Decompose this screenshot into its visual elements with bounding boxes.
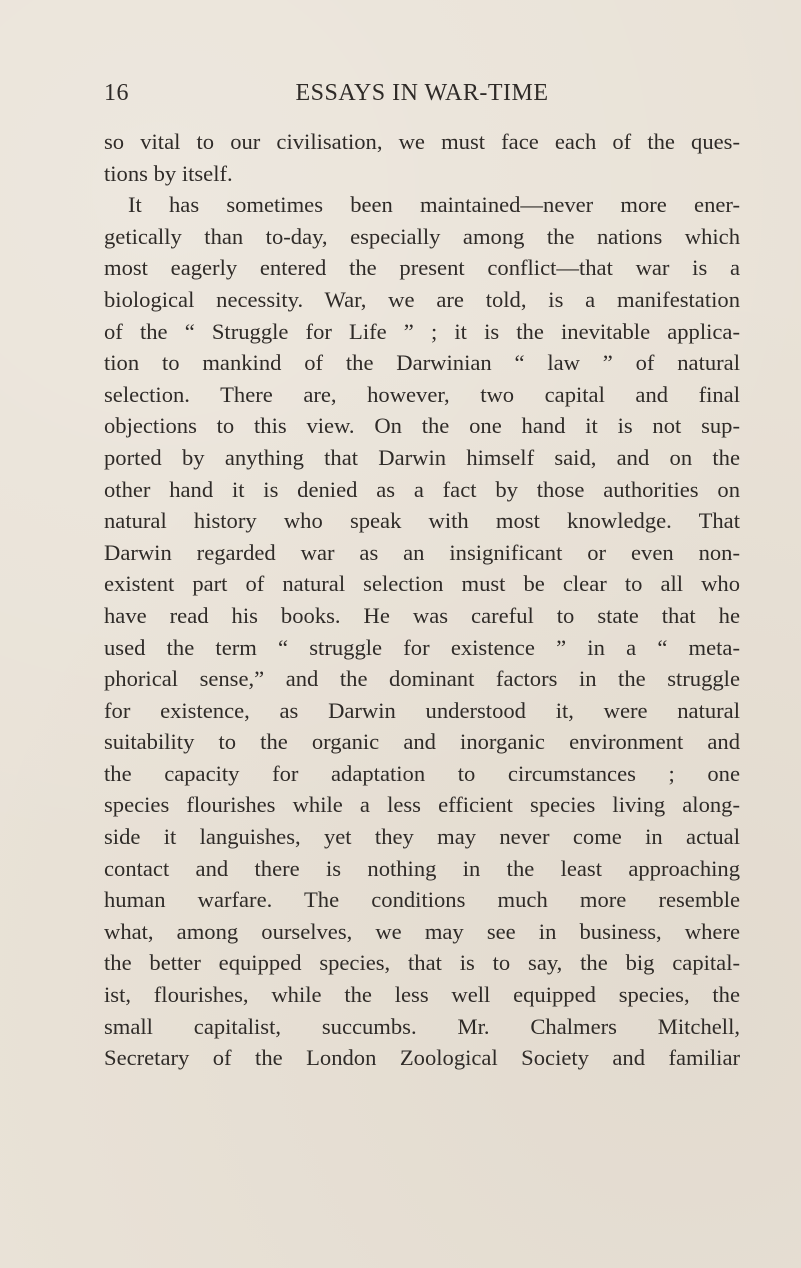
text-line: small capitalist, succumbs. Mr. Chalmers Mitchell, — [104, 1013, 740, 1039]
page-header — [104, 80, 740, 116]
text-line: tion to mankind of the Darwinian “ law ” of natural — [104, 350, 740, 376]
text-line: natural history who speak with most knowledge. That — [104, 508, 740, 534]
text-line: human warfare. The conditions much more resemble — [104, 887, 740, 913]
text-line: species flourishes while a less efficient species living along- — [104, 792, 740, 818]
text-line: ist, flourishes, while the less well equipped species, the — [104, 982, 740, 1008]
text-line: of the “ Struggle for Life ” ; it is the inevitable applica- — [104, 318, 740, 344]
text-line: getically than to-day, especially among the nations which — [104, 223, 740, 249]
text-line: It has sometimes been maintained—never more ener- — [128, 192, 740, 218]
text-line: other hand it is denied as a fact by those authorities on — [104, 476, 740, 502]
text-line: so vital to our civilisation, we must face each of the ques- — [104, 129, 740, 154]
text-line: side it languishes, yet they may never come in actual — [104, 824, 740, 850]
text-line: phorical sense,” and the dominant factors in the struggle — [104, 666, 740, 692]
text-line: Darwin regarded war as an insignificant or even non- — [104, 539, 740, 565]
text-line: existent part of natural selection must be clear to all who — [104, 571, 740, 597]
text-line: the better equipped species, that is to say, the big capital- — [104, 950, 740, 976]
text-line: what, among ourselves, we may see in business, where — [104, 918, 740, 944]
text-line: objections to this view. On the one hand it is not sup- — [104, 413, 740, 439]
text-line: tions by itself. — [104, 160, 233, 186]
text-line: biological necessity. War, we are told, is a manifestation — [104, 286, 740, 312]
text-line: suitability to the organic and inorganic environment and — [104, 729, 740, 755]
text-line: used the term “ struggle for existence ” in a “ meta- — [104, 634, 740, 660]
text-line: most eagerly entered the present conflict—that war is a — [104, 255, 740, 281]
text-line: the capacity for adaptation to circumstances ; one — [104, 760, 740, 786]
text-line: have read his books. He was careful to state that he — [104, 602, 740, 628]
text-line: ported by anything that Darwin himself said, and on the — [104, 444, 740, 470]
text-line: selection. There are, however, two capital and final — [104, 381, 740, 407]
running-title: ESSAYS IN WAR-TIME — [295, 80, 549, 106]
text-line: Secretary of the London Zoological Society and familiar — [104, 1045, 740, 1071]
body-text — [104, 126, 740, 1074]
page-number: 16 — [104, 80, 129, 106]
text-line: contact and there is nothing in the least approaching — [104, 855, 740, 881]
text-line: for existence, as Darwin understood it, were natural — [104, 697, 740, 723]
